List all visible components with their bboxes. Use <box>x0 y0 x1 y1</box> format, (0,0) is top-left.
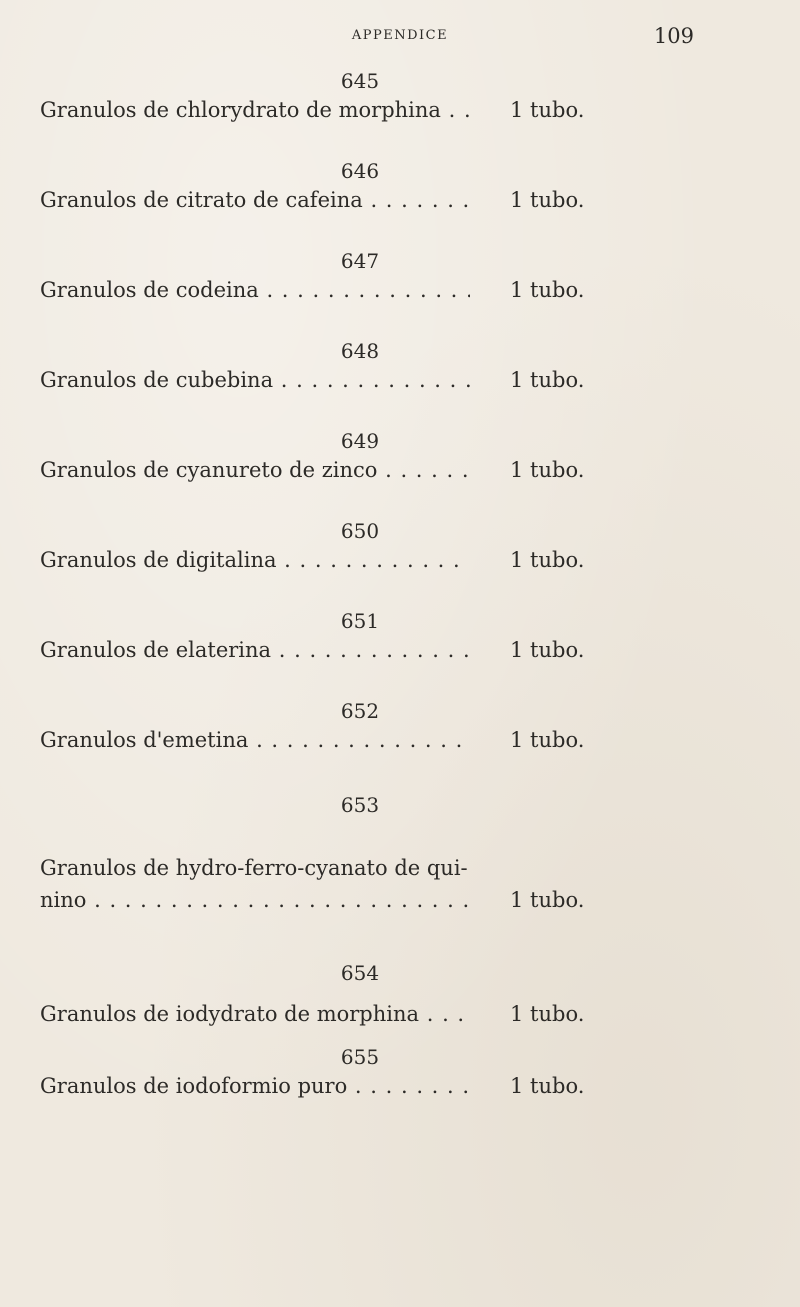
entry-name: Granulos de citrato de cafeina <box>40 188 363 212</box>
list-item <box>40 130 600 220</box>
entry-number: 647 <box>340 249 380 273</box>
entry-number: 654 <box>340 961 380 985</box>
leader-dots <box>363 188 470 212</box>
entry-name: Granulos de codeina <box>40 278 259 302</box>
entry-name: Granulos d'emetina <box>40 728 249 752</box>
entry-name: Granulos de hydro-ferro-cyanato de qui- <box>40 856 468 880</box>
entry-quantity: 1 tubo. <box>510 278 585 302</box>
list-item <box>40 760 600 918</box>
entry-name: Granulos de cyanureto de zinco <box>40 458 378 482</box>
list-item <box>40 670 600 760</box>
page-number: 109 <box>653 24 694 48</box>
page-header <box>0 24 800 54</box>
entry-quantity: 1 tubo. <box>510 188 585 212</box>
list-item <box>40 580 600 670</box>
entry-line <box>40 454 600 486</box>
entry-quantity: 1 tubo. <box>510 728 585 752</box>
entry-name: Granulos de cubebina <box>40 368 274 392</box>
leader-dots <box>86 888 470 912</box>
leader-dots <box>259 278 470 302</box>
entry-quantity: 1 tubo. <box>510 1002 585 1026</box>
list-item <box>40 918 600 1026</box>
entry-line <box>40 1070 600 1102</box>
entry-number: 649 <box>340 429 380 453</box>
leader-dots <box>271 638 470 662</box>
entry-number: 652 <box>340 699 380 723</box>
entry-number: 645 <box>340 69 380 93</box>
entry-line <box>40 364 600 396</box>
list-item <box>40 490 600 580</box>
entry-line <box>40 852 600 884</box>
entry-name: Granulos de iodydrato de morphina <box>40 1002 420 1026</box>
entry-line <box>40 94 600 126</box>
entry-line <box>40 724 600 756</box>
entry-line <box>40 274 600 306</box>
entry-quantity: 1 tubo. <box>510 548 585 572</box>
entry-name: Granulos de elaterina <box>40 638 272 662</box>
entry-quantity: 1 tubo. <box>510 1074 585 1098</box>
entry-quantity: 1 tubo. <box>510 638 585 662</box>
leader-dots <box>277 548 471 572</box>
entry-line <box>40 184 600 216</box>
entry-line <box>40 544 600 576</box>
list-item <box>40 220 600 310</box>
leader-dots <box>347 1074 470 1098</box>
leader-dots <box>248 728 470 752</box>
entry-quantity: 1 tubo. <box>510 458 585 482</box>
list-item <box>40 400 600 490</box>
list-item <box>40 310 600 400</box>
list-item <box>40 1022 600 1112</box>
entry-number: 648 <box>340 339 380 363</box>
entry-list <box>40 68 600 1112</box>
entry-name: Granulos de digitalina <box>40 548 277 572</box>
entry-line <box>40 634 600 666</box>
entry-number: 646 <box>340 159 380 183</box>
entry-number: 653 <box>340 793 380 817</box>
entry-number: 651 <box>340 609 380 633</box>
leader-dots <box>441 98 470 122</box>
entry-name: Granulos de iodoformio puro <box>40 1074 348 1098</box>
entry-quantity: 1 tubo. <box>510 98 585 122</box>
list-item <box>40 68 600 130</box>
leader-dots <box>273 368 470 392</box>
leader-dots <box>377 458 470 482</box>
entry-quantity: 1 tubo. <box>510 368 585 392</box>
entry-name-continued: nino <box>40 888 87 912</box>
entry-number: 655 <box>340 1045 380 1069</box>
entry-quantity: 1 tubo. <box>510 888 585 912</box>
entry-number: 650 <box>340 519 380 543</box>
running-head: APPENDICE <box>351 28 449 43</box>
entry-name: Granulos de chlorydrato de morphina <box>40 98 441 122</box>
entry-line-continued <box>40 884 600 916</box>
